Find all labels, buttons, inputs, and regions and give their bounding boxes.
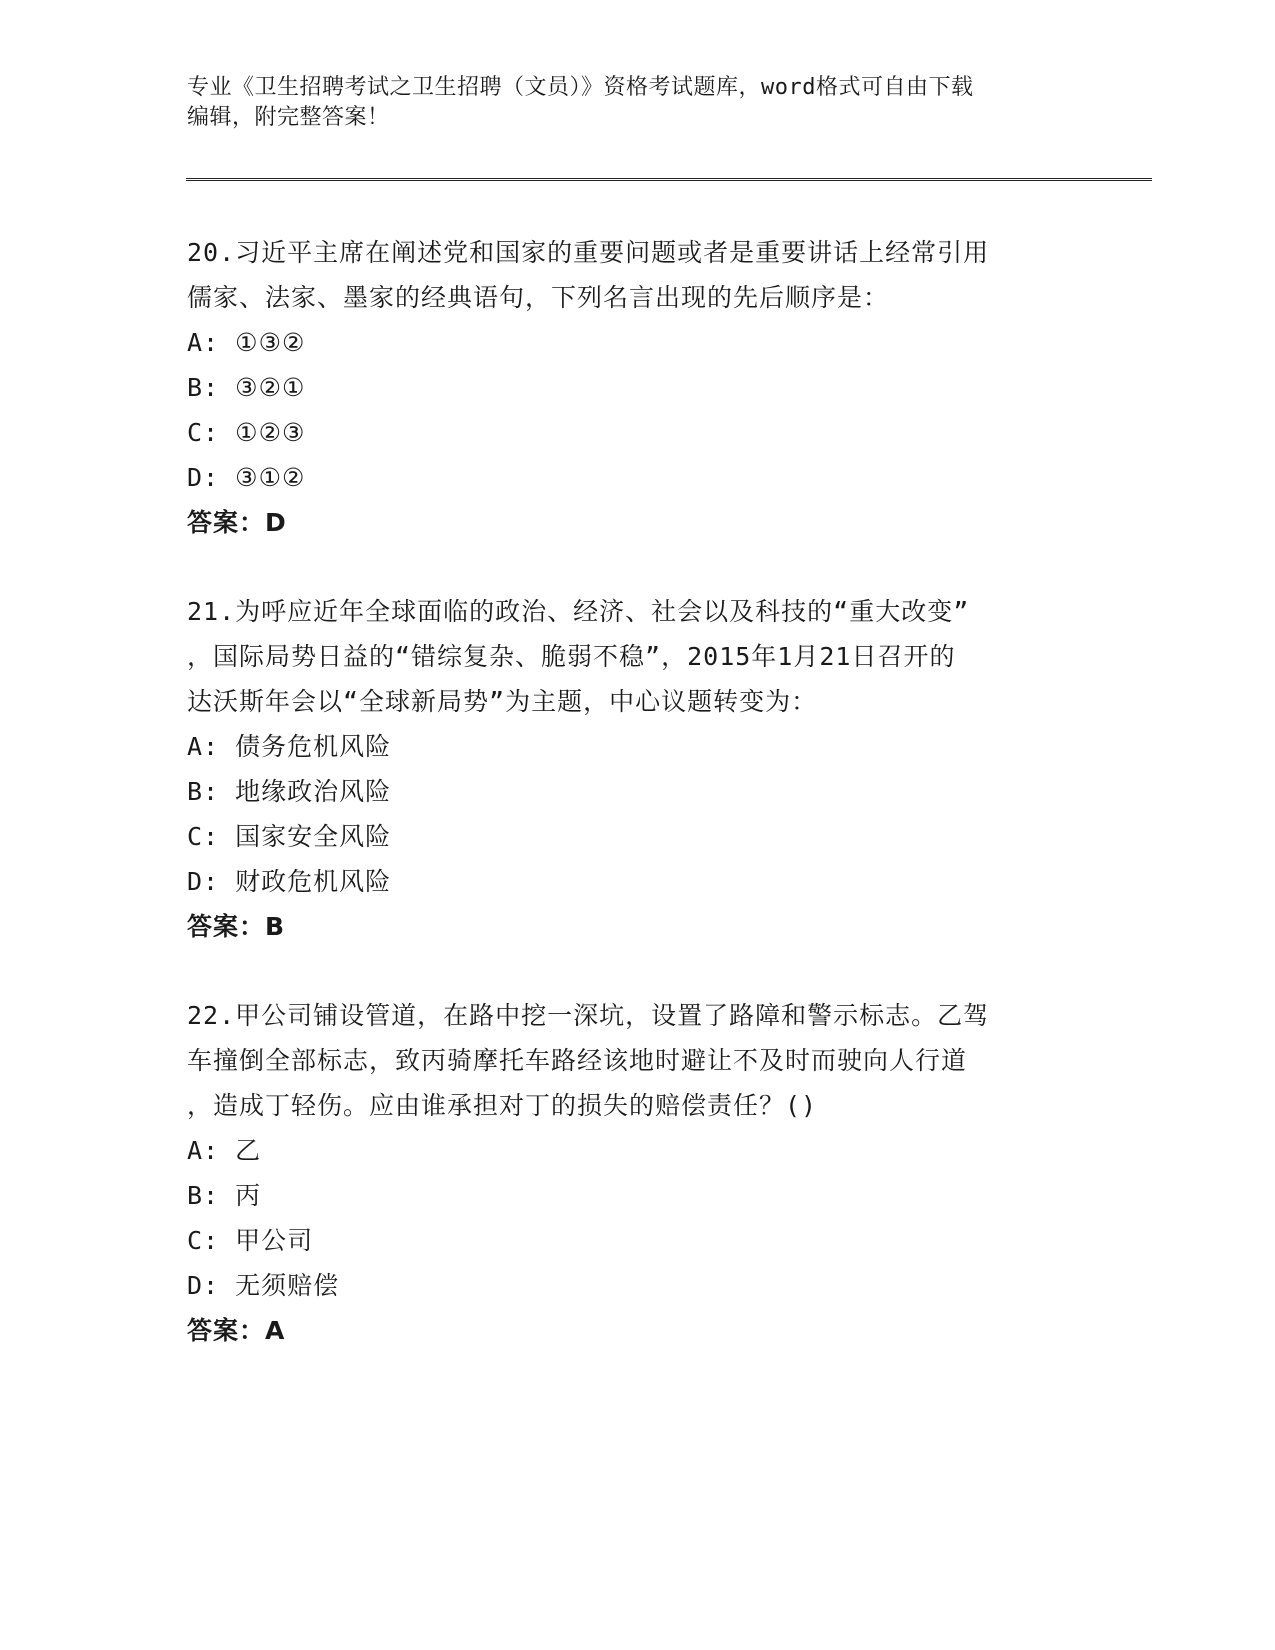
- question-text-line: ，造成丁轻伤。应由谁承担对丁的损失的赔偿责任？(): [187, 1091, 818, 1120]
- option-a: A: 债务危机风险: [187, 732, 392, 761]
- question-text-line: ，国际局势日益的“错综复杂、脆弱不稳”，2015年1月21日召开的: [187, 642, 956, 671]
- option-d: D: 无须赔偿: [187, 1271, 340, 1300]
- option-a: A: ①③②: [187, 328, 306, 357]
- header-divider: [186, 178, 1152, 181]
- question-text-line: 20.习近平主席在阐述党和国家的重要问题或者是重要讲话上经常引用: [187, 238, 990, 267]
- option-b: B: 地缘政治风险: [187, 777, 392, 806]
- answer-label: 答案：A: [187, 1316, 286, 1345]
- answer-label: 答案：D: [187, 508, 287, 537]
- question-text-line: 儒家、法家、墨家的经典语句，下列名言出现的先后顺序是：: [187, 283, 890, 312]
- document-header: [187, 73, 1067, 133]
- question-text-line: 21.为呼应近年全球面临的政治、经济、社会以及科技的“重大改变”: [187, 597, 970, 626]
- question-list: [187, 230, 1087, 1397]
- question-text-line: 车撞倒全部标志，致丙骑摩托车路经该地时避让不及时而驶向人行道: [187, 1046, 968, 1075]
- option-d: D: ③①②: [187, 463, 306, 492]
- option-c: C: 国家安全风险: [187, 822, 392, 851]
- header-line-1: 专业《卫生招聘考试之卫生招聘（文员）》资格考试题库，word格式可自由下载: [187, 75, 974, 100]
- answer-label: 答案：B: [187, 912, 286, 941]
- option-c: C: ①②③: [187, 418, 306, 447]
- option-b: B: 丙: [187, 1181, 262, 1210]
- option-c: C: 甲公司: [187, 1226, 314, 1255]
- question-22: [187, 993, 1087, 1353]
- question-text-line: 22.甲公司铺设管道，在路中挖一深坑，设置了路障和警示标志。乙驾: [187, 1001, 990, 1030]
- question-21: [187, 589, 1087, 949]
- option-a: A: 乙: [187, 1136, 262, 1165]
- question-text-line: 达沃斯年会以“全球新局势”为主题，中心议题转变为：: [187, 687, 818, 716]
- question-20: [187, 230, 1087, 545]
- header-line-2: 编辑，附完整答案！: [187, 105, 390, 130]
- option-b: B: ③②①: [187, 373, 306, 402]
- option-d: D: 财政危机风险: [187, 867, 392, 896]
